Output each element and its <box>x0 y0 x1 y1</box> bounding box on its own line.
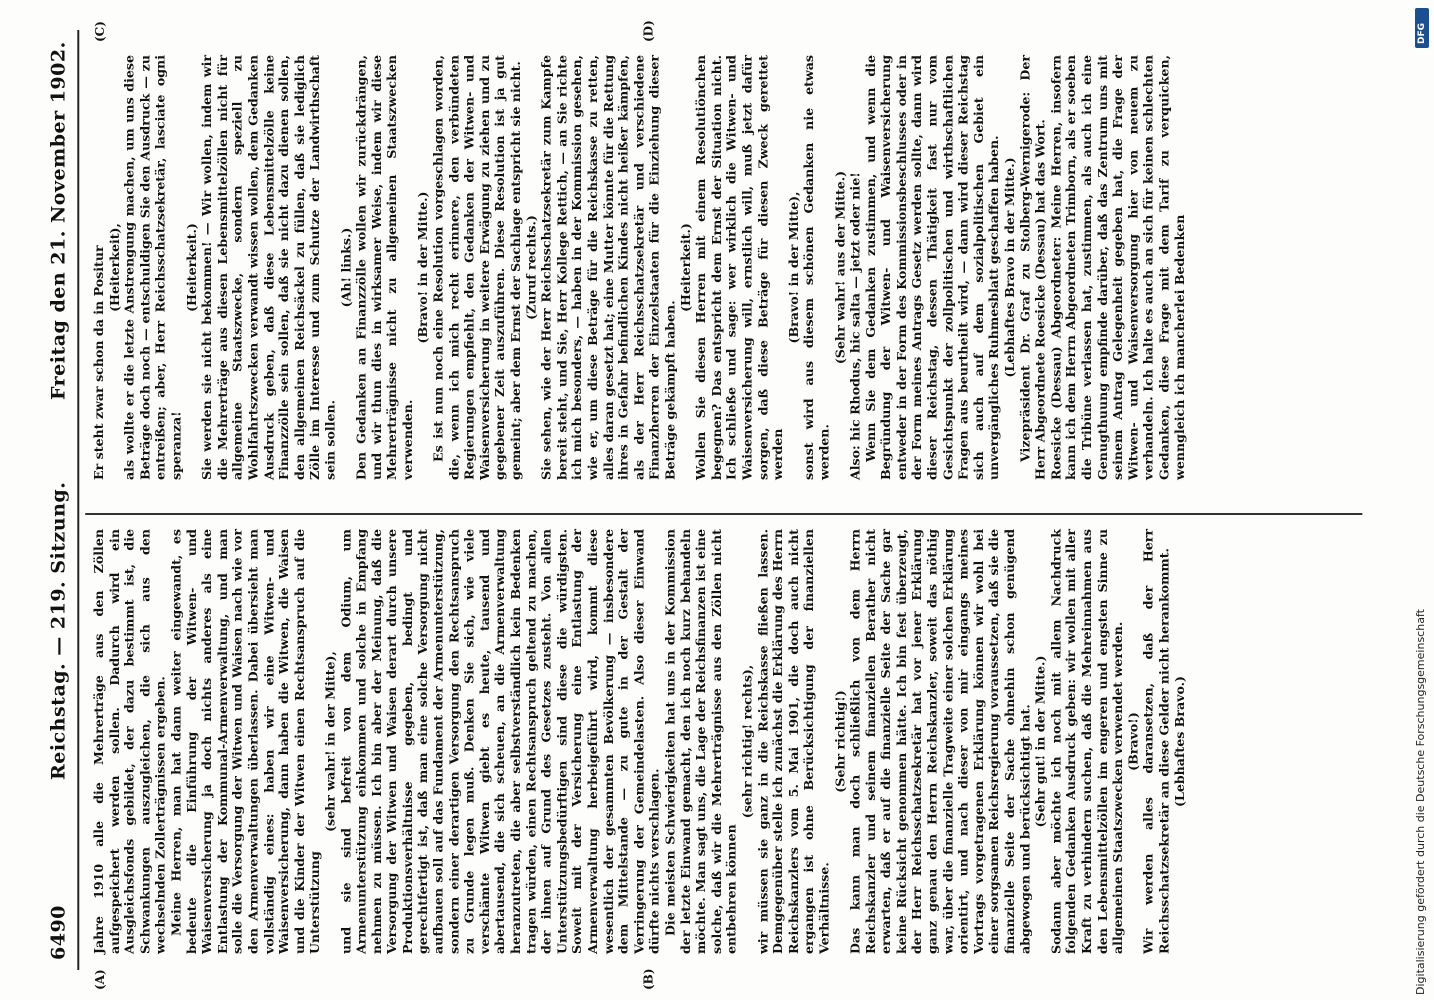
page-number: 6490 <box>47 905 70 960</box>
paragraph: (Sehr wahr! aus der Mitte.) <box>832 170 848 365</box>
paragraph: (Heiterkeit), <box>106 223 122 312</box>
right-column <box>91 55 1187 480</box>
digitization-credit: Digitalisierung gefördert durch die Deutsche Forschungsgemeinschaft <box>1414 609 1427 995</box>
marker-a: (A) <box>93 969 107 990</box>
page-header <box>48 30 76 960</box>
paragraph: (sehr richtig! rechts), <box>739 664 755 819</box>
marker-d: (D) <box>641 20 656 42</box>
paragraph: Er steht zwar schon da in Positur <box>91 245 107 480</box>
header-rule <box>77 30 79 970</box>
marker-b: (B) <box>641 968 656 990</box>
column-separator <box>85 513 1362 515</box>
paragraph: (sehr wahr! in der Mitte), <box>322 651 338 832</box>
paragraph: (Bravo! in der Mitte), <box>785 191 801 344</box>
paragraph: (Zuruf rechts.) <box>523 215 539 320</box>
paragraph: Sie sehen, wie der Herr Reichsschatzsekretär zum Kampfe bereit steht, und Sie, Herr Kollege Rettich, — an Sie richte ich mich besonders, — haben in der Kommission gesehen, wie er, um diese Beträge für die Reichskasse zu retten, alles daran gesetzt hat; eine Mutter könnte für die Rettung ihres in Gefahr befindlichen Kindes nicht heißer kämpfen, als der Herr Reichsschatzsekretär und verschiedene Finanzherren der Einzelstaaten für die Einziehung dieser Beträge gekämpft haben. <box>538 55 678 480</box>
session-title: Reichstag. — 219. Sitzung. <box>47 481 70 780</box>
paragraph: (Lebhaftes Bravo in der Mitte.) <box>1001 157 1017 378</box>
paragraph: Jahre 1910 alle die Mehrerträge aus den Zöllen aufgespeichert werden sollen. Dadurch wird ein Ausgleichsfonds gebildet, der dazu bestimmt ist, die Schwankungen auszugleichen, die sich aus den wechselnden Zollerträgnissen ergeben. <box>91 529 168 954</box>
paragraph: (Bravo!) <box>1125 712 1141 771</box>
page-inner <box>8 0 1394 1000</box>
paragraph: (Sehr richtig!) <box>832 690 848 793</box>
paragraph: (Ah! links.) <box>338 227 354 308</box>
paragraph: Das kann man doch schließlich von dem Herrn Reichskanzler und seinem finanziellen Berather nicht erwarten, daß er auf die finanzielle Seite der Sache gar keine Rücksicht genommen hätte. Ich bin fest überzeugt, der Herr Reichsschatzsekretär hat vor jener Erklärung ganz genau den Herrn Reichskanzler, soweit das nöthig war, über die finanzielle Tragweite einer solchen Erklärung orientirt, und nach dieser von mir eingangs meines Vortrags vorgetragenen Erklärung können wir wohl bei einer sorgsamen Reichsregierung voraussetzen, daß sie die finanzielle Seite der Sache ohnehin schon genügend abgewogen und berücksichtigt hat. <box>847 529 1033 954</box>
paragraph: Sie werden sie nicht bekommen! — Wir wollen, indem wir die Mehrerträge aus diesen Lebensmittelzöllen nicht für allgemeine Staatszwecke, sondern speziell zu Wohlfahrtszwecken verwandt wissen wollen, dem Gedanken Ausdruck geben, daß diese Lebensmittelzölle keine Finanzzölle sein sollen, daß sie nicht dazu dienen sollen, den allgemeinen Reichsäckel zu füllen, daß sie lediglich Zölle im Interesse und zum Schutze der Landwirthschaft sein sollen. <box>199 55 338 480</box>
paragraph: Vizepräsident Dr. Graf zu Stolberg-Wernigerode: Der Herr Abgeordnete Roesicke (Dessau) hat das Wort. <box>1017 55 1048 480</box>
paragraph: sonst wird aus diesem schönen Gedanken nie etwas werden. <box>801 55 832 480</box>
left-column <box>91 529 1187 954</box>
paragraph: als wollte er die letzte Anstrengung machen, um uns diese Beträge doch noch — entschuldigen Sie den Ausdruck — zu entreißen; aber, Herr Reichsschatzsekretär, lasciate ogni speranza! <box>122 55 184 480</box>
dfg-logo-text: DFG <box>1417 22 1427 44</box>
marker-c: (C) <box>93 21 107 42</box>
paragraph: Wollen Sie diesen Herren mit einem Resolutiönchen begegnen? Das entspricht dem Ernst der Situation nicht. Ich schließe und sage: wer wirklich die Witwen- und Waisenversicherung will, ernstlich will, muß jetzt dafür sorgen, daß diese Beträge für diesen Zweck gerettet werden <box>693 55 786 480</box>
paragraph: Den Gedanken an Finanzzölle wollen wir zurückdrängen, und wir thun dies in wirksamer Weise, indem wir diese Mehrerträgnisse nicht zu allgemeinen Staatszwecken verwenden. <box>353 55 415 480</box>
paragraph: Wir werden alles daransetzen, daß der Herr Reichsschatzsekretär an diese Gelder nicht herankommt. <box>1140 529 1172 954</box>
rotated-page <box>8 0 1394 1000</box>
paragraph: Es ist nun noch eine Resolution vorgeschlagen worden, die, wenn ich mich recht erinnere, den verbündeten Regierungen empfiehlt, den Gedanken der Witwen- und Waisenversicherung in weitere Erwägung zu ziehen und zu gegebener Zeit auszuführen. Diese Resolution ist ja gut gemeint; aber dem Ernst der Sachlage entspricht sie nicht. <box>430 55 523 480</box>
paragraph: (Heiterkeit.) <box>183 223 199 312</box>
paragraph: (Sehr gut! in der Mitte.) <box>1032 655 1048 828</box>
paragraph: (Lebhaftes Bravo.) <box>1171 676 1187 807</box>
paragraph: Also: hic Rhodus, hic salta — jetzt oder nie! <box>847 172 863 480</box>
session-date: Freitag den 21. November 1902. <box>47 41 70 400</box>
paragraph: wir müssen sie ganz in die Reichskasse fließen lassen. Demgegenüber stelle ich zunächst die Erklärung des Herrn Reichskanzlers vom 5. Mai 1901, die doch auch nicht ergangen ist ohne Berücksichtigung der finanziellen Verhältnisse. <box>754 529 832 954</box>
paragraph: (Heiterkeit.) <box>677 223 693 312</box>
paragraph: Die meisten Schwierigkeiten hat uns in der Kommission der letzte Einwand gemacht, den ich noch kurz behandeln möchte. Man sagt uns, die Lage der Reichsfinanzen ist eine solche, daß wir die Mehrerträgnisse aus den Zöllen nicht entbehren können <box>662 529 739 954</box>
paragraph: (Bravo! in der Mitte.) <box>415 191 431 344</box>
paragraph: Sodann aber möchte ich noch mit allem Nachdruck folgenden Gedanken Ausdruck geben: wir wollen mit aller Kraft zu verhindern suchen, daß die Mehreinnahmen aus den Lebensmittelzöllen im engeren und engsten Sinne zu allgemeinen Staatszwecken verwendet werden. <box>1048 529 1125 954</box>
credit-sidebar <box>1410 0 1434 1000</box>
paragraph: Wenn Sie dem Gedanken zustimmen, und wenn die Begründung der Witwen- und Waisenversicherung entweder in der Form des Kommissionsbeschlusses oder in der Form meines Antrags Gesetz werden sollte, dann wird dieser Reichstag, dessen Thätigkeit fast nur vom Gesichtspunkt der zollpolitischen und wirthschaftlichen Fragen aus beurtheilt wird, — dann wird dieser Reichstag sich auch auf dem sozialpolitischen Gebiet ein unvergängliches Ruhmesblatt geschaffen haben. <box>863 55 1002 480</box>
paragraph: Meine Herren, man hat dann weiter eingewandt, es bedeute die Einführung der Witwen- und Waisenversicherung ja doch nichts anderes als eine Entlastung der Kommunal-Armenverwaltung, und man solle die Versorgung der Witwen und Waisen nach wie vor den Armenverwaltungen überlassen. Dabei übersieht man vollständig eines: haben wir eine Witwen- und Waisenversicherung, dann haben die Witwen, die Waisen und die Kinder der Witwen einen Rechtsanspruch auf die Unterstützung <box>168 529 323 954</box>
dfg-logo <box>1415 8 1429 48</box>
paragraph: und sie sind befreit von dem Odium, um Armenunterstützung einkommen und solche in Empfang nehmen zu müssen. Ich bin aber der Meinung, daß die Versorgung der Witwen und Waisen derart durch unsere Produktionsverhältnisse gegeben, bedingt und gerechtfertigt ist, daß man eine solche Versorgung nicht aufbauen soll auf das Fundament der Armenunterstützung, sondern einer derartigen Versorgung den Rechtsanspruch zu Grunde legen muß. Denken Sie sich, wie viele verschämte Witwen giebt es heute, tausend und abertausend, die sich scheuen, an die Armenverwaltung heranzutreten, die aber selbstverständlich kein Bedenken tragen würden, einen Rechtsanspruch geltend zu machen, der ihnen auf Grund des Gesetzes zusteht. Von allen Unterstützungsbedürftigen sind diese die würdigsten. Soweit mit der Versicherung eine Entlastung der Armenverwaltung herbeigeführt wird, kommt diese wesentlich der gesammten Bevölkerung — insbesondere dem Mittelstande — zu gute in der Gestalt der Verringerung der Gemeindelasten. Also dieser Einwand dürfte nichts verschlagen. <box>338 529 662 954</box>
paragraph: Roesicke (Dessau) Abgeordneter: Meine Herren, insofern kann ich dem Herrn Abgeordneten Trimborn, als er soeben die Tribüne verlassen hat, zustimmen, als auch ich eine Genugthuung empfinde darüber, daß das Zentrum uns mit seinem Antrag Gelegenheit gegeben hat, die Frage der Witwen- und Waisenversorgung hier von neuem zu verhandeln. Ich halte es auch an sich für keinen schlechten Gedanken, diese Frage mit dem Tarif zu verquicken, wenngleich ich mancherlei Bedenken <box>1048 55 1187 480</box>
